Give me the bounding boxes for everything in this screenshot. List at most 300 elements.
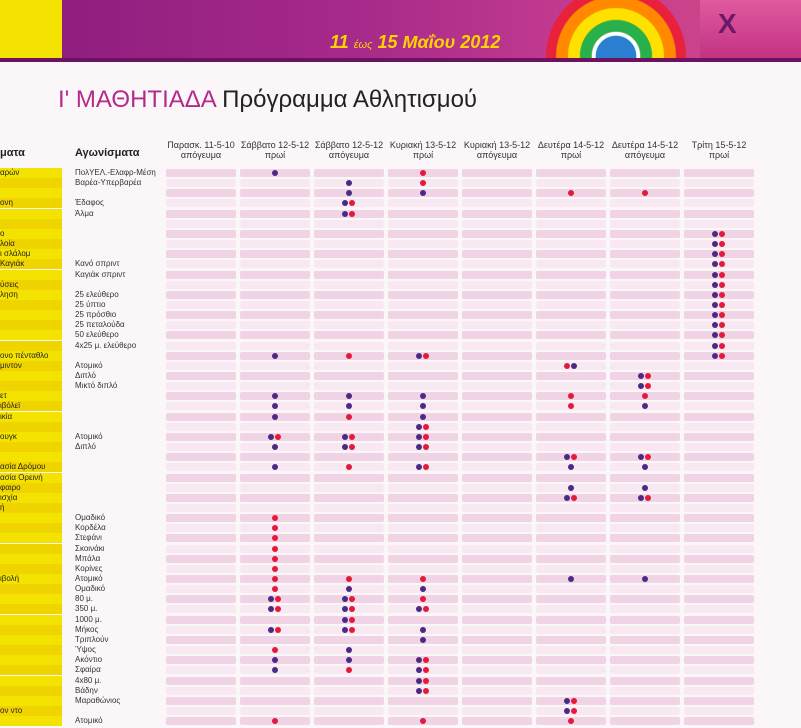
event-label: Έδαφος xyxy=(75,198,104,208)
schedule-cell xyxy=(684,504,754,512)
event-label: ΠολΥΕΛ.-Ελαφρ-Μέση xyxy=(75,168,156,177)
schedule-cell xyxy=(684,392,754,400)
schedule-cell xyxy=(388,565,458,573)
schedule-cell xyxy=(388,697,458,705)
schedule-cell xyxy=(462,474,532,482)
red-dot-icon xyxy=(346,576,352,582)
sport-cell: λοία xyxy=(0,239,62,249)
purple-dot-icon xyxy=(564,698,570,704)
schedule-cell xyxy=(684,646,754,654)
sport-cell xyxy=(0,594,62,604)
sport-cell: ισχία xyxy=(0,493,62,503)
day-header-session: απόγευμα xyxy=(328,150,370,160)
schedule-cell xyxy=(684,555,754,563)
event-label: Ατομικό xyxy=(75,431,103,441)
sport-cell xyxy=(0,178,62,188)
red-dot-icon xyxy=(719,282,725,288)
schedule-cell xyxy=(462,504,532,512)
schedule-cell xyxy=(610,717,680,725)
schedule-cell xyxy=(536,281,606,289)
schedule-cell xyxy=(388,484,458,492)
purple-dot-icon xyxy=(712,241,718,247)
sport-cell xyxy=(0,270,62,280)
schedule-cell xyxy=(536,250,606,258)
purple-dot-icon xyxy=(272,393,278,399)
schedule-cell xyxy=(610,423,680,431)
sport-cell: ονο πένταθλο xyxy=(0,351,62,361)
schedule-cell xyxy=(536,179,606,187)
schedule-cell xyxy=(166,697,236,705)
schedule-cell xyxy=(388,362,458,370)
sport-cell xyxy=(0,564,62,574)
schedule-cell xyxy=(462,646,532,654)
schedule-cell xyxy=(610,524,680,532)
schedule-cell xyxy=(610,281,680,289)
schedule-cell xyxy=(462,321,532,329)
schedule-cell xyxy=(166,504,236,512)
schedule-cell xyxy=(388,260,458,268)
schedule-cell xyxy=(314,423,384,431)
sport-cell xyxy=(0,513,62,523)
sport-cell xyxy=(0,442,62,452)
schedule-cell xyxy=(314,230,384,238)
red-dot-icon xyxy=(272,576,278,582)
red-dot-icon xyxy=(272,556,278,562)
schedule-cell xyxy=(388,230,458,238)
schedule-cell xyxy=(684,697,754,705)
event-label: Σφαίρα xyxy=(75,665,101,675)
purple-dot-icon xyxy=(272,667,278,673)
purple-dot-icon xyxy=(416,353,422,359)
schedule-cell xyxy=(684,189,754,197)
purple-dot-icon xyxy=(342,211,348,217)
sport-cell xyxy=(0,716,62,726)
schedule-cell xyxy=(388,534,458,542)
schedule-cell xyxy=(610,321,680,329)
red-dot-icon xyxy=(571,698,577,704)
schedule-cell xyxy=(166,402,236,410)
schedule-cell xyxy=(166,474,236,482)
schedule-cell xyxy=(166,372,236,380)
red-dot-icon xyxy=(568,393,574,399)
red-dot-icon xyxy=(272,586,278,592)
schedule-cell xyxy=(240,311,310,319)
schedule-cell xyxy=(240,260,310,268)
red-dot-icon xyxy=(272,525,278,531)
sport-cell: ιβόλεϊ xyxy=(0,401,62,411)
purple-dot-icon xyxy=(420,586,426,592)
schedule-cell xyxy=(610,707,680,715)
schedule-cell xyxy=(610,443,680,451)
schedule-cell xyxy=(166,646,236,654)
red-dot-icon xyxy=(349,434,355,440)
schedule-cell xyxy=(610,687,680,695)
schedule-cell xyxy=(388,291,458,299)
red-dot-icon xyxy=(719,302,725,308)
schedule-cell xyxy=(684,402,754,410)
schedule-cell xyxy=(240,230,310,238)
red-dot-icon xyxy=(642,190,648,196)
schedule-cell xyxy=(462,697,532,705)
schedule-cell xyxy=(314,331,384,339)
schedule-cell xyxy=(240,281,310,289)
schedule-cell xyxy=(240,616,310,624)
schedule-cell xyxy=(388,301,458,309)
schedule-cell xyxy=(166,301,236,309)
schedule-cell xyxy=(684,595,754,603)
red-dot-icon xyxy=(423,353,429,359)
schedule-cell xyxy=(462,301,532,309)
schedule-cell xyxy=(610,352,680,360)
schedule-cell xyxy=(610,433,680,441)
schedule-cell xyxy=(684,443,754,451)
schedule-cell xyxy=(166,210,236,218)
schedule-cell xyxy=(462,372,532,380)
purple-dot-icon xyxy=(420,637,426,643)
purple-dot-icon xyxy=(346,393,352,399)
schedule-cell xyxy=(536,210,606,218)
event-label: Τριπλούν xyxy=(75,634,109,644)
schedule-cell xyxy=(166,311,236,319)
event-label: Μικτό διπλό xyxy=(75,381,118,391)
red-dot-icon xyxy=(423,444,429,450)
schedule-cell xyxy=(462,677,532,685)
schedule-cell xyxy=(610,342,680,350)
schedule-cell xyxy=(610,210,680,218)
sport-cell xyxy=(0,523,62,533)
event-label: Βάδην xyxy=(75,685,98,695)
day-header-session: απόγευμα xyxy=(476,150,518,160)
schedule-cell xyxy=(462,616,532,624)
schedule-cell xyxy=(314,260,384,268)
schedule-cell xyxy=(166,534,236,542)
schedule-cell xyxy=(240,291,310,299)
red-dot-icon xyxy=(272,546,278,552)
schedule-cell xyxy=(462,433,532,441)
schedule-cell xyxy=(166,220,236,228)
event-label: Ομαδικό xyxy=(75,584,106,594)
schedule-cell xyxy=(240,210,310,218)
schedule-cell xyxy=(684,453,754,461)
schedule-cell xyxy=(166,169,236,177)
schedule-cell xyxy=(536,565,606,573)
schedule-cell xyxy=(314,362,384,370)
purple-dot-icon xyxy=(642,464,648,470)
schedule-cell xyxy=(166,230,236,238)
schedule-cell xyxy=(536,372,606,380)
schedule-cell xyxy=(536,646,606,654)
purple-dot-icon xyxy=(420,403,426,409)
schedule-cell xyxy=(536,585,606,593)
schedule-cell xyxy=(684,199,754,207)
event-label: Καγιάκ σπριντ xyxy=(75,269,126,279)
schedule-cell xyxy=(610,220,680,228)
day-header-label: Κυριακή 13-5-12 xyxy=(463,140,531,150)
schedule-cell xyxy=(388,210,458,218)
sport-cell xyxy=(0,554,62,564)
schedule-cell xyxy=(462,443,532,451)
red-dot-icon xyxy=(349,627,355,633)
schedule-cell xyxy=(166,260,236,268)
schedule-cell xyxy=(314,484,384,492)
schedule-cell xyxy=(240,423,310,431)
schedule-cell xyxy=(240,372,310,380)
day-header-label: Δευτέρα 14-5-12 xyxy=(537,140,605,150)
schedule-cell xyxy=(240,179,310,187)
schedule-cell xyxy=(536,342,606,350)
schedule-cell xyxy=(462,717,532,725)
event-label: 25 πρόσθιο xyxy=(75,310,117,320)
schedule-cell xyxy=(314,169,384,177)
schedule-cell xyxy=(684,433,754,441)
schedule-cell xyxy=(166,524,236,532)
day-header-label: Σάββατο 12-5-12 xyxy=(240,140,310,150)
schedule-cell xyxy=(536,545,606,553)
schedule-cell xyxy=(610,301,680,309)
day-header-label: Σάββατο 12-5-12 xyxy=(314,140,384,150)
sport-cell: ληση xyxy=(0,290,62,300)
schedule-cell xyxy=(240,474,310,482)
schedule-cell xyxy=(684,179,754,187)
sport-cell xyxy=(0,341,62,351)
purple-dot-icon xyxy=(342,434,348,440)
schedule-cell xyxy=(240,687,310,695)
schedule-cell xyxy=(610,595,680,603)
schedule-cell xyxy=(314,321,384,329)
schedule-cell xyxy=(388,281,458,289)
schedule-cell xyxy=(240,220,310,228)
schedule-cell xyxy=(610,565,680,573)
schedule-cell xyxy=(462,342,532,350)
event-label: Κορδέλα xyxy=(75,523,106,533)
schedule-cell xyxy=(462,413,532,421)
purple-dot-icon xyxy=(568,464,574,470)
schedule-cell xyxy=(314,382,384,390)
schedule-cell xyxy=(610,260,680,268)
schedule-cell xyxy=(610,504,680,512)
sport-cell xyxy=(0,604,62,614)
schedule-cell xyxy=(166,514,236,522)
schedule-cell xyxy=(166,331,236,339)
day-header-label: Κυριακή 13-5-12 xyxy=(389,140,457,150)
schedule-cell xyxy=(240,240,310,248)
red-dot-icon xyxy=(349,211,355,217)
sport-cell xyxy=(0,655,62,665)
schedule-cell xyxy=(314,240,384,248)
schedule-cell xyxy=(388,372,458,380)
schedule-cell xyxy=(240,484,310,492)
schedule-cell xyxy=(536,534,606,542)
schedule-cell xyxy=(462,230,532,238)
sport-cell xyxy=(0,452,62,462)
sport-cell: ή xyxy=(0,503,62,513)
event-label: Στεφάνι xyxy=(75,533,102,543)
event-label: 25 ελεύθερο xyxy=(75,289,119,299)
schedule-cell xyxy=(462,636,532,644)
schedule-cell xyxy=(462,260,532,268)
schedule-cell xyxy=(462,524,532,532)
event-label: Κορίνες xyxy=(75,563,103,573)
purple-dot-icon xyxy=(712,231,718,237)
schedule-cell xyxy=(684,677,754,685)
purple-dot-icon xyxy=(642,403,648,409)
schedule-cell xyxy=(536,220,606,228)
schedule-cell xyxy=(462,494,532,502)
schedule-cell xyxy=(166,555,236,563)
schedule-cell xyxy=(388,220,458,228)
schedule-cell xyxy=(684,463,754,471)
schedule-cell xyxy=(314,677,384,685)
schedule-cell xyxy=(388,616,458,624)
sport-cell: ουγκ xyxy=(0,432,62,442)
schedule-cell xyxy=(462,605,532,613)
red-dot-icon xyxy=(719,272,725,278)
schedule-cell xyxy=(684,575,754,583)
schedule-cell xyxy=(610,656,680,664)
red-dot-icon xyxy=(571,495,577,501)
purple-dot-icon xyxy=(272,464,278,470)
dates-separator: έως xyxy=(353,39,373,51)
event-label: Κανό σπριντ xyxy=(75,259,120,269)
schedule-cell xyxy=(462,666,532,674)
schedule-cell xyxy=(314,565,384,573)
purple-dot-icon xyxy=(416,424,422,430)
schedule-cell xyxy=(240,362,310,370)
schedule-cell xyxy=(166,666,236,674)
schedule-cell xyxy=(462,392,532,400)
schedule-cell xyxy=(314,717,384,725)
schedule-cell xyxy=(610,605,680,613)
schedule-cell xyxy=(462,514,532,522)
schedule-cell xyxy=(536,666,606,674)
schedule-cell xyxy=(462,565,532,573)
red-dot-icon xyxy=(420,596,426,602)
schedule-cell xyxy=(536,260,606,268)
sport-cell xyxy=(0,584,62,594)
purple-dot-icon xyxy=(272,444,278,450)
schedule-cell xyxy=(684,534,754,542)
schedule-cell xyxy=(388,494,458,502)
sport-cell xyxy=(0,209,62,219)
title-event-name: Ι' ΜΑΘΗΤΙΑΔΑ xyxy=(58,86,216,113)
purple-dot-icon xyxy=(272,403,278,409)
schedule-cell xyxy=(240,677,310,685)
schedule-cell xyxy=(314,291,384,299)
schedule-cell xyxy=(536,636,606,644)
schedule-cell xyxy=(166,656,236,664)
schedule-cell xyxy=(610,666,680,674)
event-label: 4x25 μ. ελεύθερο xyxy=(75,340,137,350)
day-header-label: Παρασκ. 11-5-10 xyxy=(167,140,235,150)
purple-dot-icon xyxy=(420,627,426,633)
schedule-cell xyxy=(610,271,680,279)
schedule-cell xyxy=(462,534,532,542)
schedule-cell xyxy=(166,687,236,695)
schedule-cell xyxy=(536,240,606,248)
purple-dot-icon xyxy=(712,343,718,349)
schedule-cell xyxy=(536,443,606,451)
schedule-cell xyxy=(166,271,236,279)
schedule-cell xyxy=(240,321,310,329)
event-label: Ατομικό xyxy=(75,574,103,583)
purple-dot-icon xyxy=(712,302,718,308)
schedule-cell xyxy=(166,484,236,492)
schedule-cell xyxy=(610,697,680,705)
schedule-cell xyxy=(314,494,384,502)
red-dot-icon xyxy=(346,667,352,673)
purple-dot-icon xyxy=(346,403,352,409)
schedule-cell xyxy=(536,352,606,360)
sport-cell: ασία Δρόμου xyxy=(0,462,62,472)
sport-cell: ικία xyxy=(0,412,62,422)
schedule-cell xyxy=(166,575,236,583)
schedule-cell xyxy=(240,697,310,705)
schedule-cell xyxy=(684,666,754,674)
schedule-cell xyxy=(462,220,532,228)
schedule-cell xyxy=(536,605,606,613)
red-dot-icon xyxy=(420,718,426,724)
schedule-cell xyxy=(610,230,680,238)
schedule-cell xyxy=(536,311,606,319)
red-dot-icon xyxy=(423,434,429,440)
events-column-header: Αγωνίσματα xyxy=(75,147,140,159)
schedule-cell xyxy=(166,453,236,461)
schedule-cell xyxy=(240,250,310,258)
schedule-cell xyxy=(684,616,754,624)
schedule-cell xyxy=(314,636,384,644)
schedule-cell xyxy=(166,585,236,593)
purple-dot-icon xyxy=(571,363,577,369)
sport-cell: ο xyxy=(0,229,62,239)
schedule-cell xyxy=(536,169,606,177)
schedule-cell xyxy=(610,514,680,522)
schedule-cell xyxy=(684,514,754,522)
schedule-cell xyxy=(388,250,458,258)
schedule-cell xyxy=(166,545,236,553)
schedule-cell xyxy=(240,271,310,279)
schedule-cell xyxy=(166,433,236,441)
schedule-cell xyxy=(684,605,754,613)
day-header-label: Δευτέρα 14-5-12 xyxy=(611,140,679,150)
red-dot-icon xyxy=(719,292,725,298)
schedule-cell xyxy=(166,392,236,400)
purple-dot-icon xyxy=(564,495,570,501)
schedule-cell xyxy=(536,504,606,512)
schedule-cell xyxy=(166,717,236,725)
schedule-cell xyxy=(610,534,680,542)
schedule-cell xyxy=(610,474,680,482)
schedule-cell xyxy=(536,595,606,603)
schedule-cell xyxy=(462,271,532,279)
event-label: Ομαδικό xyxy=(75,513,106,523)
red-dot-icon xyxy=(420,170,426,176)
event-label: Βαρέα-Υπερβαρέα xyxy=(75,178,142,188)
purple-dot-icon xyxy=(712,272,718,278)
red-dot-icon xyxy=(272,515,278,521)
sport-cell: μιντον xyxy=(0,361,62,371)
purple-dot-icon xyxy=(638,373,644,379)
schedule-cell xyxy=(536,271,606,279)
schedule-cell xyxy=(462,281,532,289)
title-program: Πρόγραμμα Αθλητισμού xyxy=(222,86,478,113)
event-label: 25 πεταλούδα xyxy=(75,320,125,330)
red-dot-icon xyxy=(346,464,352,470)
schedule-cell xyxy=(462,707,532,715)
purple-dot-icon xyxy=(712,292,718,298)
red-dot-icon xyxy=(719,343,725,349)
schedule-cell xyxy=(610,179,680,187)
purple-dot-icon xyxy=(342,627,348,633)
